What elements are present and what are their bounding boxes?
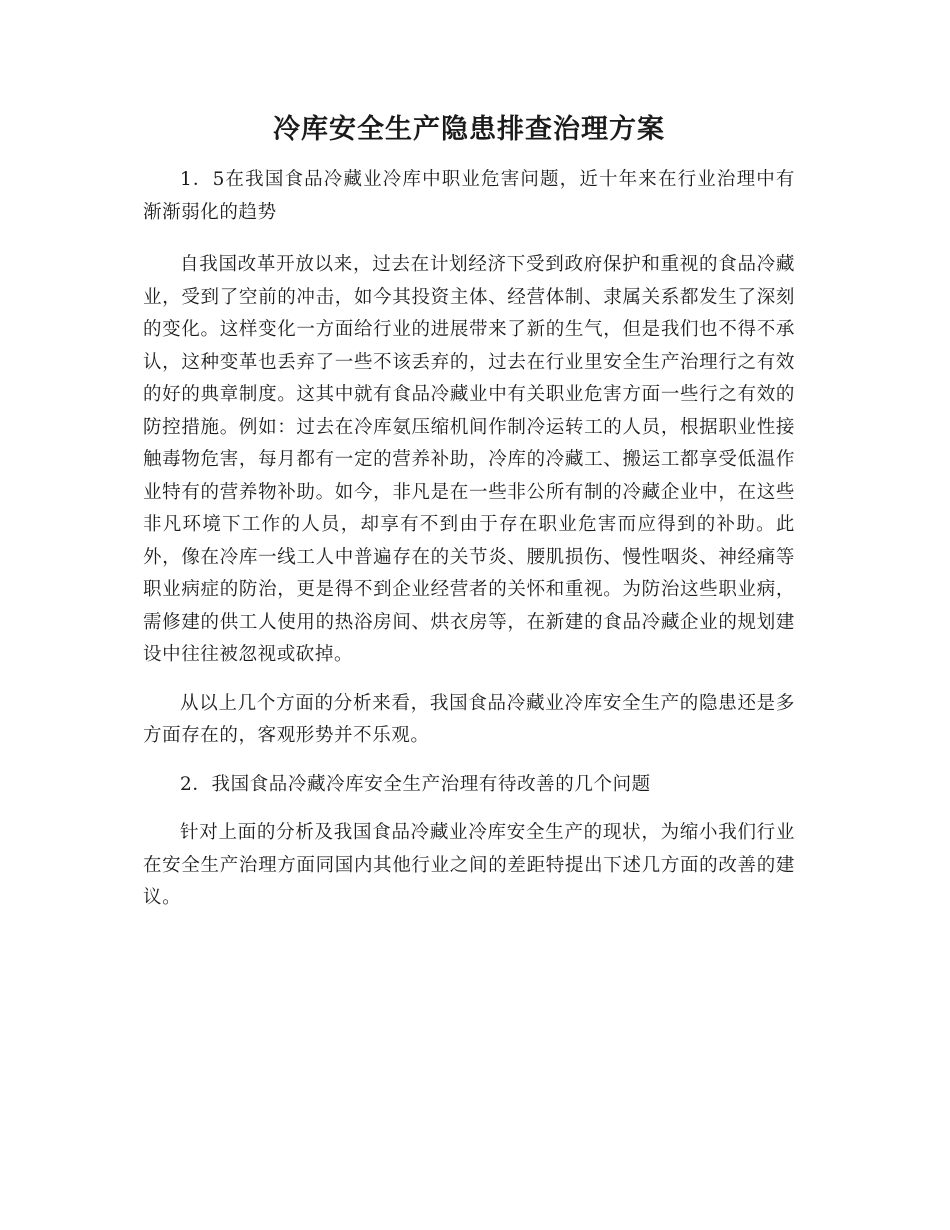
paragraph-improvement-suggestions: 针对上面的分析及我国食品冷藏业冷库安全生产的现状，为缩小我们行业在安全生产治理方面同国内其他行业之间的差距特提出下述几方面的改善的建议。 (143, 822, 795, 908)
document-title: 冷库安全生产隐患排查治理方案 (273, 114, 665, 145)
paragraph-section-1-5-heading: 1．5在我国食品冷藏业冷库中职业危害问题，近十年来在行业治理中有渐渐弱化的趋势 (143, 169, 795, 223)
document-page (143, 110, 795, 915)
paragraph-reform-impact: 自我国改革开放以来，过去在计划经济下受到政府保护和重视的食品冷藏业，受到了空前的冲击，如今其投资主体、经营体制、隶属关系都发生了深刻的变化。这样变化一方面给行业的进展带来了新的生气，但是我们也不得不承认，这种变革也丢弃了一些不该丢弃的，过去在行业里安全生产治理行之有效的好的典章制度。这其中就有食品冷藏业中有关职业危害方面一些行之有效的防控措施。例如：过去在冷库氨压缩机间作制冷运转工的人员，根据职业性接触毒物危害，每月都有一定的营养补助，冷库的冷藏工、搬运工都享受低温作业特有的营养物补助。如今，非凡是在一些非公所有制的冷藏企业中，在这些非凡环境下工作的人员，却享有不到由于存在职业危害而应得到的补助。此外，像在冷库一线工人中普遍存在的关节炎、腰肌损伤、慢性咽炎、神经痛等职业病症的防治，更是得不到企业经营者的关怀和重视。为防治这些职业病，需修建的供工人使用的热浴房间、烘衣房等，在新建的食品冷藏企业的规划建设中往往被忽视或砍掉。 (143, 254, 795, 665)
paragraph-section-2-heading: 2．我国食品冷藏冷库安全生产治理有待改善的几个问题 (180, 773, 651, 795)
paragraph-analysis-summary: 从以上几个方面的分析来看，我国食品冷藏业冷库安全生产的隐患还是多方面存在的，客观形势并不乐观。 (143, 692, 795, 746)
